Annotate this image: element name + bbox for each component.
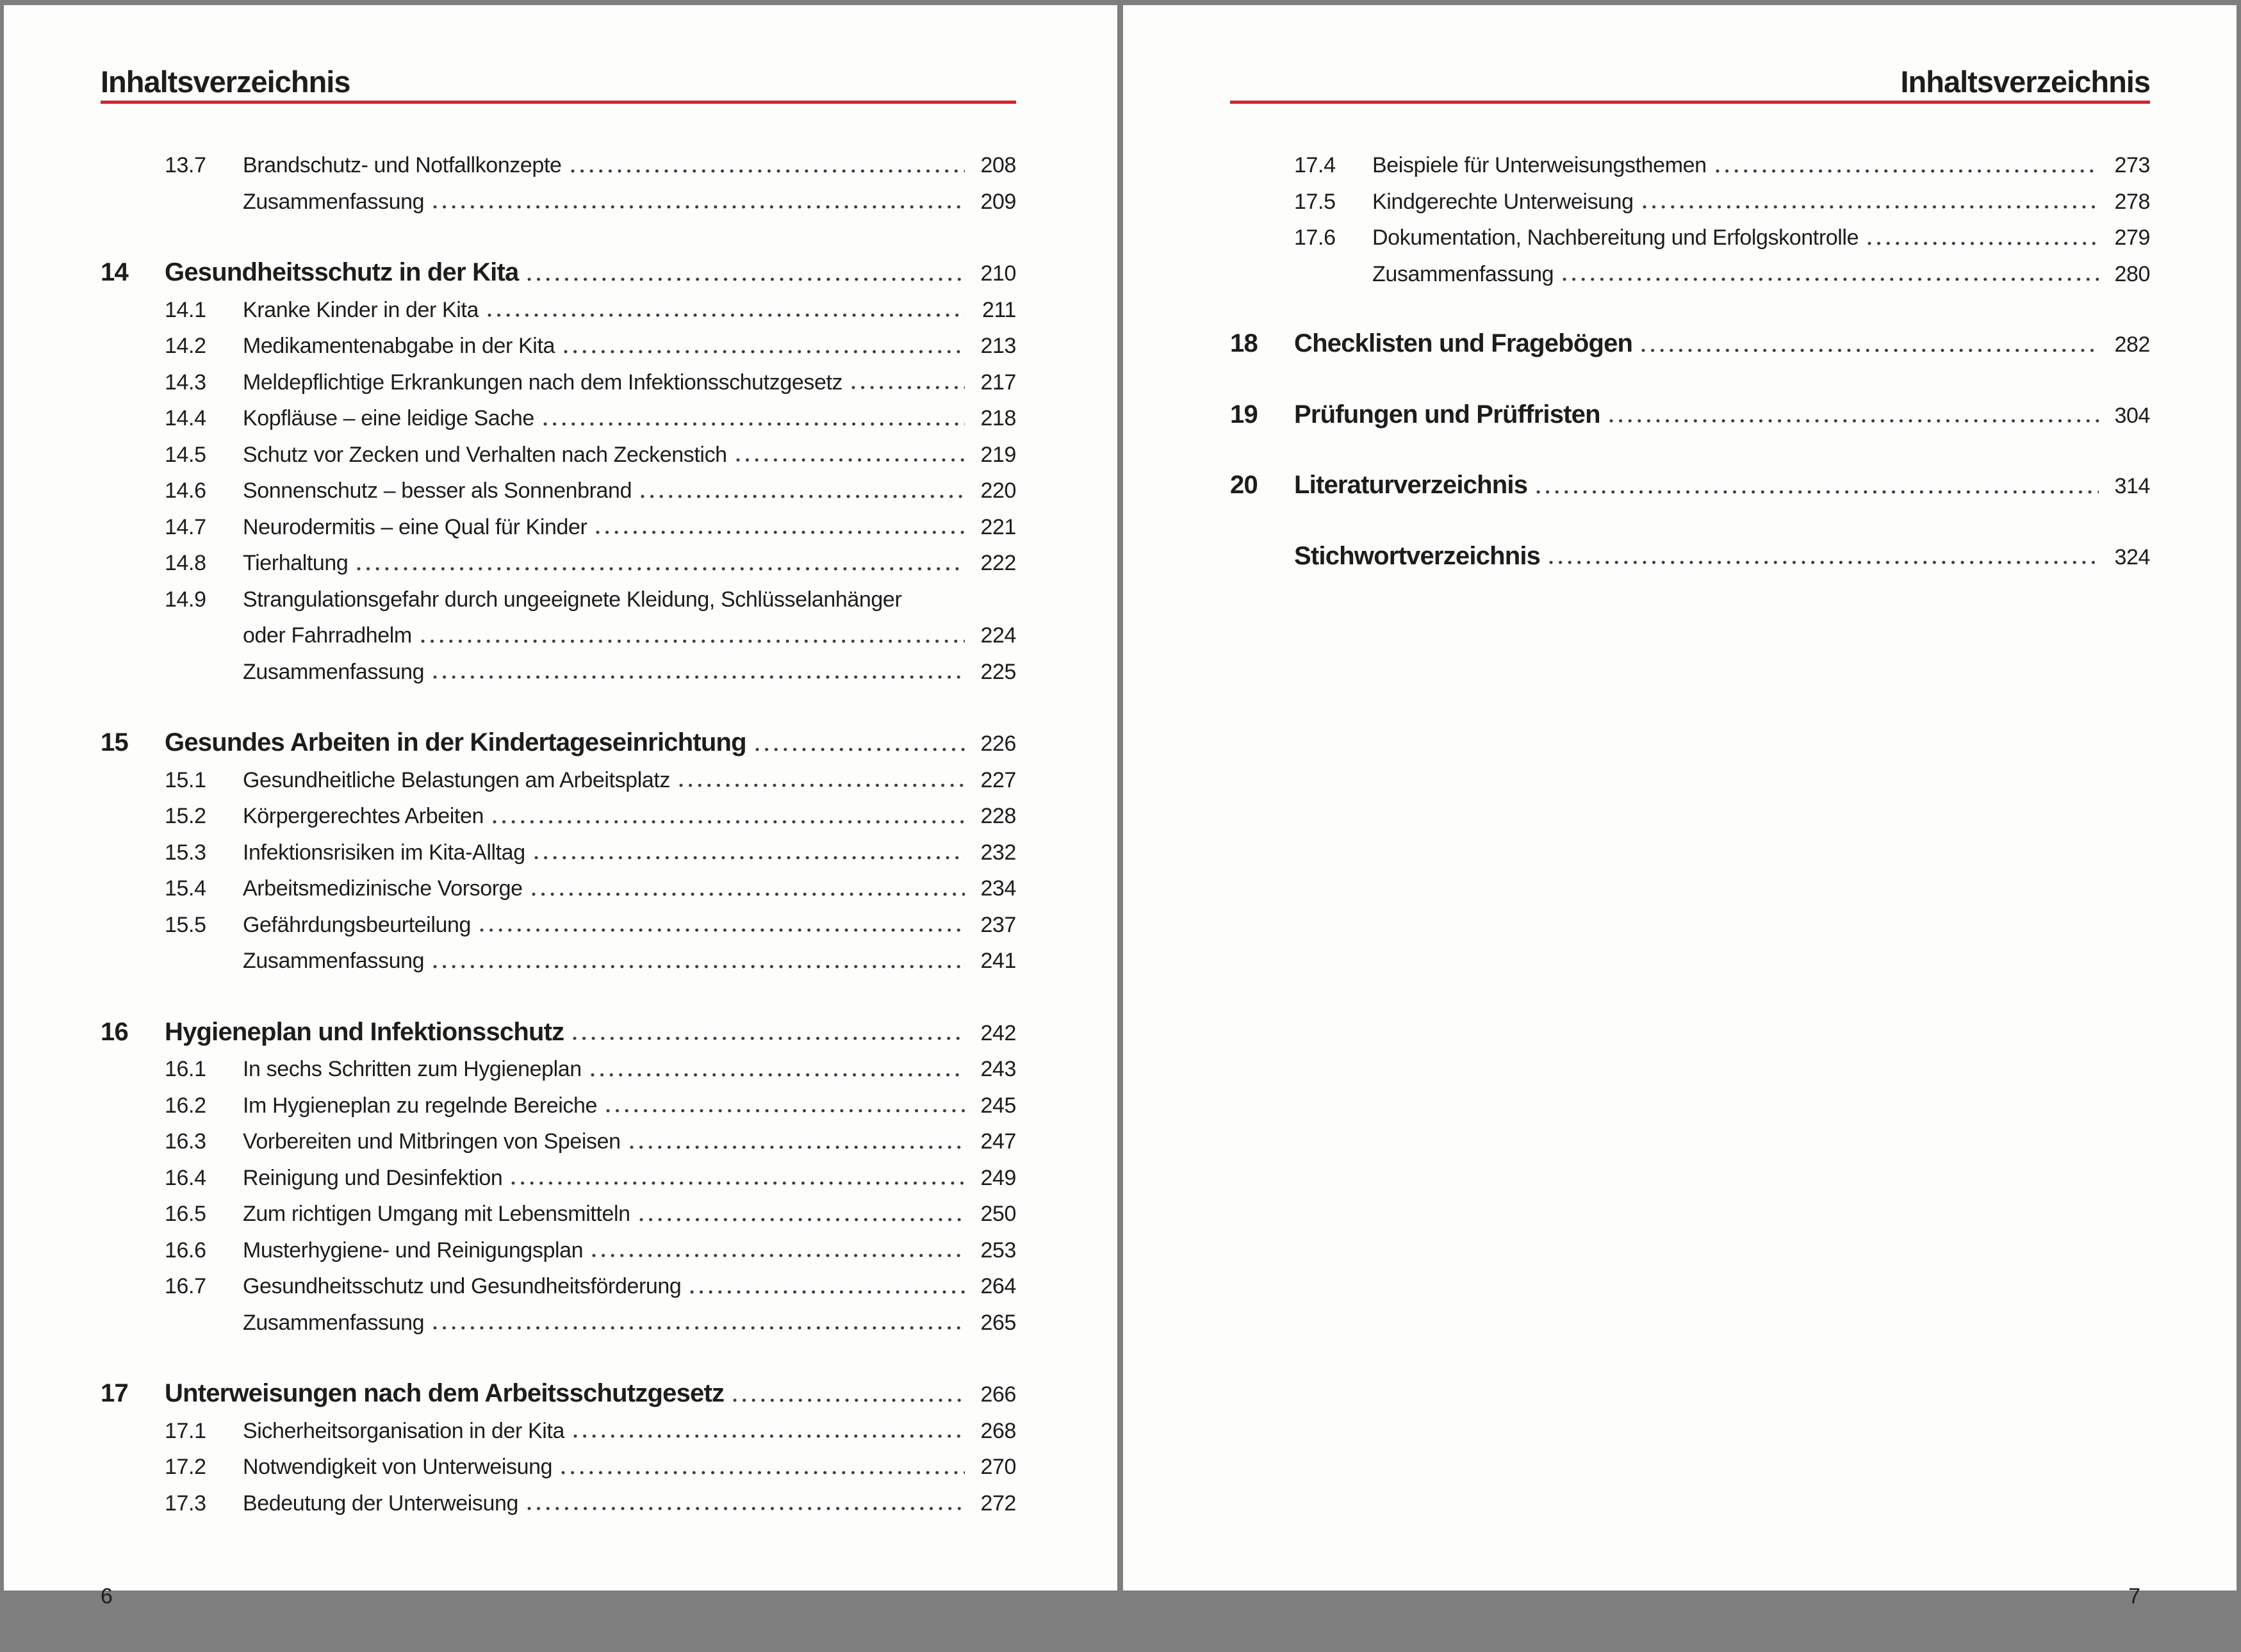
dot-leader — [424, 654, 974, 691]
toc-page-number: 221 — [980, 514, 1016, 539]
toc-row — [101, 1413, 1016, 1450]
toc-row — [101, 184, 1016, 220]
toc-page-number: 324 — [2114, 544, 2150, 569]
toc-title: Gesundheitsschutz und Gesundheitsförderung — [243, 1274, 682, 1298]
dot-leader — [564, 1014, 974, 1052]
toc-row — [101, 1051, 1016, 1088]
header-rule — [101, 101, 1016, 104]
toc-row — [101, 1124, 1016, 1160]
toc-chapter-title: Prüfungen und Prüffristen — [1294, 400, 1600, 429]
toc-title: Dokumentation, Nachbereitung und Erfolgskontrolle — [1372, 225, 1859, 250]
toc-page-number: 225 — [980, 659, 1016, 684]
toc-page-number: 270 — [980, 1455, 1016, 1479]
toc-title: Reinigung und Desinfektion — [243, 1165, 503, 1190]
dot-leader — [1707, 147, 2108, 184]
toc-number: 17.4 — [1294, 153, 1336, 177]
toc-chapter-row — [1230, 467, 2150, 505]
toc-number: 16.5 — [165, 1202, 206, 1226]
toc-chapter-number: 14 — [101, 258, 128, 286]
toc-page-number: 218 — [980, 406, 1016, 430]
toc-row — [101, 654, 1016, 691]
dot-leader — [424, 184, 974, 220]
toc-backmatter-row — [1230, 538, 2150, 576]
dot-leader — [523, 871, 974, 907]
dot-leader — [746, 724, 974, 762]
toc-title: Infektionsrisiken im Kita-Alltag — [243, 840, 525, 865]
toc-title: Körpergerechtes Arbeiten — [243, 804, 484, 828]
toc-page-number: 242 — [980, 1020, 1016, 1045]
toc-page-number: 237 — [980, 912, 1016, 937]
toc-title: Zusammenfassung — [243, 949, 425, 973]
toc-chapter-title: Checklisten und Fragebögen — [1294, 329, 1633, 357]
toc-right — [1230, 147, 2150, 575]
toc-title: Zusammenfassung — [243, 1310, 425, 1335]
toc-chapter-number: 19 — [1230, 400, 1258, 429]
toc-number: 16.2 — [165, 1093, 206, 1118]
toc-page-number: 247 — [980, 1129, 1016, 1154]
toc-page-number: 265 — [980, 1310, 1016, 1335]
toc-page-number: 232 — [980, 840, 1016, 865]
toc-title: Sonnenschutz – besser als Sonnenbrand — [243, 478, 632, 503]
toc-chapter-title: Gesundheitsschutz in der Kita — [165, 258, 519, 286]
toc-row — [101, 871, 1016, 907]
toc-page-number: 217 — [980, 370, 1016, 395]
toc-page-number: 253 — [980, 1238, 1016, 1263]
toc-chapter-title: Unterweisungen nach dem Arbeitsschutzgesetz — [165, 1379, 725, 1407]
dot-leader — [597, 1088, 974, 1124]
toc-chapter-number: 18 — [1230, 329, 1258, 357]
dot-leader — [424, 1305, 974, 1341]
toc-chapter-row — [1230, 397, 2150, 434]
page-title: Inhaltsverzeichnis — [101, 65, 350, 99]
toc-number: 14.9 — [165, 587, 206, 612]
toc-number: 15.4 — [165, 876, 206, 901]
toc-page-number: 245 — [980, 1093, 1016, 1118]
toc-title: oder Fahrradhelm — [243, 623, 412, 648]
toc-number: 17.2 — [165, 1455, 206, 1479]
dot-leader — [1554, 256, 2108, 293]
toc-number: 13.7 — [165, 153, 206, 177]
toc-number: 17.5 — [1294, 189, 1336, 214]
dot-leader — [681, 1268, 974, 1305]
dot-leader — [555, 328, 974, 364]
toc-title: Tierhaltung — [243, 551, 349, 575]
toc-row — [101, 1449, 1016, 1485]
toc-row — [1230, 256, 2150, 293]
toc-title: Gefährdungsbeurteilung — [243, 912, 472, 937]
toc-title: Zusammenfassung — [243, 659, 425, 684]
dot-leader — [1527, 467, 2108, 505]
toc-row — [101, 835, 1016, 871]
toc-number: 15.5 — [165, 912, 206, 937]
toc-row — [1230, 147, 2150, 184]
toc-page-number: 273 — [2114, 153, 2150, 177]
toc-row — [101, 328, 1016, 364]
toc-title: Strangulationsgefahr durch ungeeignete Kleidung, Schlüsselanhänger — [243, 587, 902, 612]
page-folio: 7 — [2128, 1584, 2140, 1608]
toc-page-number: 209 — [980, 189, 1016, 214]
toc-title: Sicherheitsorganisation in der Kita — [243, 1418, 564, 1443]
dot-leader — [484, 798, 974, 835]
toc-row — [101, 1160, 1016, 1197]
toc-number: 17.6 — [1294, 225, 1336, 250]
toc-page-number: 219 — [980, 442, 1016, 467]
toc-chapter-title: Stichwortverzeichnis — [1294, 541, 1541, 570]
toc-row — [101, 400, 1016, 437]
toc-row — [101, 907, 1016, 944]
toc-title: Kranke Kinder in der Kita — [243, 297, 479, 322]
toc-page-number: 227 — [980, 767, 1016, 792]
dot-leader — [724, 1375, 974, 1413]
dot-leader — [1859, 220, 2108, 256]
toc-title: Musterhygiene- und Reinigungsplan — [243, 1238, 584, 1263]
toc-number: 14.7 — [165, 514, 206, 539]
dot-leader — [670, 762, 974, 799]
toc-row — [101, 1305, 1016, 1341]
toc-chapter-title: Literaturverzeichnis — [1294, 471, 1528, 499]
dot-leader — [552, 1449, 974, 1485]
toc-chapter-row — [101, 254, 1016, 292]
dot-leader — [1600, 397, 2108, 434]
dot-leader — [562, 147, 974, 184]
toc-row — [101, 364, 1016, 401]
toc-number: 14.5 — [165, 442, 206, 467]
toc-row — [101, 292, 1016, 329]
toc-title: Kopfläuse – eine leidige Sache — [243, 406, 534, 430]
dot-leader — [583, 1232, 974, 1269]
dot-leader — [564, 1413, 974, 1450]
toc-title: Medikamentenabgabe in der Kita — [243, 334, 555, 358]
toc-row — [101, 147, 1016, 184]
toc-title: Zusammenfassung — [1372, 261, 1554, 286]
dot-leader — [479, 292, 974, 329]
toc-title: Neurodermitis – eine Qual für Kinder — [243, 514, 587, 539]
toc-row — [101, 1268, 1016, 1305]
toc-chapter-row — [101, 1375, 1016, 1413]
right-page — [1123, 5, 2237, 1608]
dot-leader — [1632, 325, 2108, 363]
toc-number: 16.1 — [165, 1057, 206, 1081]
toc-number: 14.1 — [165, 297, 206, 322]
toc-chapter-title: Hygieneplan und Infektionsschutz — [165, 1017, 564, 1046]
toc-page-number: 278 — [2114, 189, 2150, 214]
toc-title: Zusammenfassung — [243, 189, 425, 214]
dot-leader — [582, 1051, 974, 1088]
dot-leader — [424, 943, 974, 979]
toc-number: 16.3 — [165, 1129, 206, 1154]
page-folio: 6 — [101, 1584, 113, 1608]
toc-left — [101, 147, 1016, 1521]
toc-title: Gesundheitliche Belastungen am Arbeitsplatz — [243, 767, 671, 792]
toc-title: Brandschutz- und Notfallkonzepte — [243, 153, 562, 177]
toc-page-number: 226 — [980, 732, 1016, 756]
toc-row — [101, 437, 1016, 473]
dot-leader — [632, 473, 974, 509]
left-page — [4, 5, 1117, 1608]
toc-chapter-number: 16 — [101, 1017, 128, 1046]
toc-page-number: 279 — [2114, 225, 2150, 250]
dot-leader — [518, 1485, 974, 1522]
dot-leader — [587, 509, 974, 546]
right-page-content — [1123, 67, 2237, 1652]
toc-number: 15.3 — [165, 840, 206, 865]
toc-page-number: 228 — [980, 804, 1016, 828]
dot-leader — [518, 254, 974, 292]
toc-row — [101, 582, 1016, 618]
toc-chapter-row — [1230, 325, 2150, 363]
toc-chapter-number: 15 — [101, 728, 128, 756]
toc-page-number: 250 — [980, 1202, 1016, 1226]
toc-row — [101, 1485, 1016, 1522]
toc-row — [1230, 184, 2150, 220]
toc-title: Vorbereiten und Mitbringen von Speisen — [243, 1129, 621, 1154]
toc-page-number: 224 — [980, 623, 1016, 648]
dot-leader — [471, 907, 974, 944]
dot-leader — [727, 437, 974, 473]
toc-chapter-row — [101, 1014, 1016, 1052]
toc-title: Meldepflichtige Erkrankungen nach dem Infektionsschutzgesetz — [243, 370, 843, 395]
toc-chapter-row — [101, 724, 1016, 762]
dot-leader — [842, 364, 974, 401]
toc-number: 14.2 — [165, 334, 206, 358]
toc-number: 14.3 — [165, 370, 206, 395]
toc-page-number: 213 — [980, 334, 1016, 358]
toc-row — [101, 1232, 1016, 1269]
toc-row — [101, 545, 1016, 582]
dot-leader — [534, 400, 974, 437]
toc-page-number: 210 — [980, 261, 1016, 286]
toc-page-number: 249 — [980, 1165, 1016, 1190]
toc-page-number: 304 — [2114, 403, 2150, 428]
toc-page-number: 268 — [980, 1418, 1016, 1443]
toc-row — [101, 1196, 1016, 1232]
toc-page-number: 220 — [980, 478, 1016, 503]
toc-row-continuation — [101, 617, 1016, 654]
dot-leader — [502, 1160, 974, 1197]
toc-row — [101, 473, 1016, 509]
toc-page-number: 222 — [980, 551, 1016, 575]
toc-title: Zum richtigen Umgang mit Lebensmitteln — [243, 1202, 630, 1226]
toc-title: Arbeitsmedizinische Vorsorge — [243, 876, 523, 901]
toc-number: 14.6 — [165, 478, 206, 503]
toc-number: 14.8 — [165, 551, 206, 575]
toc-number: 16.4 — [165, 1165, 206, 1190]
toc-title: Schutz vor Zecken und Verhalten nach Zeckenstich — [243, 442, 727, 467]
toc-page-number: 208 — [980, 153, 1016, 177]
toc-chapter-number: 20 — [1230, 471, 1258, 499]
toc-page-number: 264 — [980, 1274, 1016, 1298]
left-page-content — [4, 67, 1117, 1652]
toc-number: 16.7 — [165, 1274, 206, 1298]
toc-number: 17.1 — [165, 1418, 206, 1443]
toc-title: Bedeutung der Unterweisung — [243, 1491, 519, 1516]
toc-row — [101, 1088, 1016, 1124]
dot-leader — [1540, 538, 2108, 576]
dot-leader — [412, 617, 974, 654]
header-rule — [1230, 101, 2150, 104]
toc-row — [101, 943, 1016, 979]
toc-number: 14.4 — [165, 406, 206, 430]
toc-chapter-title: Gesundes Arbeiten in der Kindertageseinrichtung — [165, 728, 746, 756]
toc-number: 15.2 — [165, 804, 206, 828]
toc-title: Kindgerechte Unterweisung — [1372, 189, 1634, 214]
dot-leader — [1634, 184, 2108, 220]
toc-row — [101, 509, 1016, 546]
toc-title: Im Hygieneplan zu regelnde Bereiche — [243, 1093, 598, 1118]
toc-title: Beispiele für Unterweisungsthemen — [1372, 153, 1707, 177]
page-title: Inhaltsverzeichnis — [1900, 65, 2150, 99]
toc-page-number: 282 — [2114, 332, 2150, 357]
toc-page-number: 211 — [981, 297, 1016, 322]
toc-page-number: 314 — [2114, 474, 2150, 498]
toc-row — [101, 762, 1016, 799]
toc-page-number: 266 — [980, 1382, 1016, 1407]
toc-number: 17.3 — [165, 1491, 206, 1516]
toc-page-number: 272 — [980, 1491, 1016, 1516]
dot-leader — [630, 1196, 974, 1232]
toc-number: 16.6 — [165, 1238, 206, 1263]
dot-leader — [525, 835, 974, 871]
toc-page-number: 280 — [2114, 261, 2150, 286]
toc-chapter-number: 17 — [101, 1379, 128, 1407]
toc-title: Notwendigkeit von Unterweisung — [243, 1455, 553, 1479]
toc-row — [101, 798, 1016, 835]
toc-page-number: 234 — [980, 876, 1016, 901]
toc-title: In sechs Schritten zum Hygieneplan — [243, 1057, 582, 1081]
toc-page-number: 241 — [980, 949, 1016, 973]
toc-row — [1230, 220, 2150, 256]
toc-page-number: 243 — [980, 1057, 1016, 1081]
dot-leader — [621, 1124, 974, 1160]
toc-number: 15.1 — [165, 767, 206, 792]
dot-leader — [348, 545, 974, 582]
